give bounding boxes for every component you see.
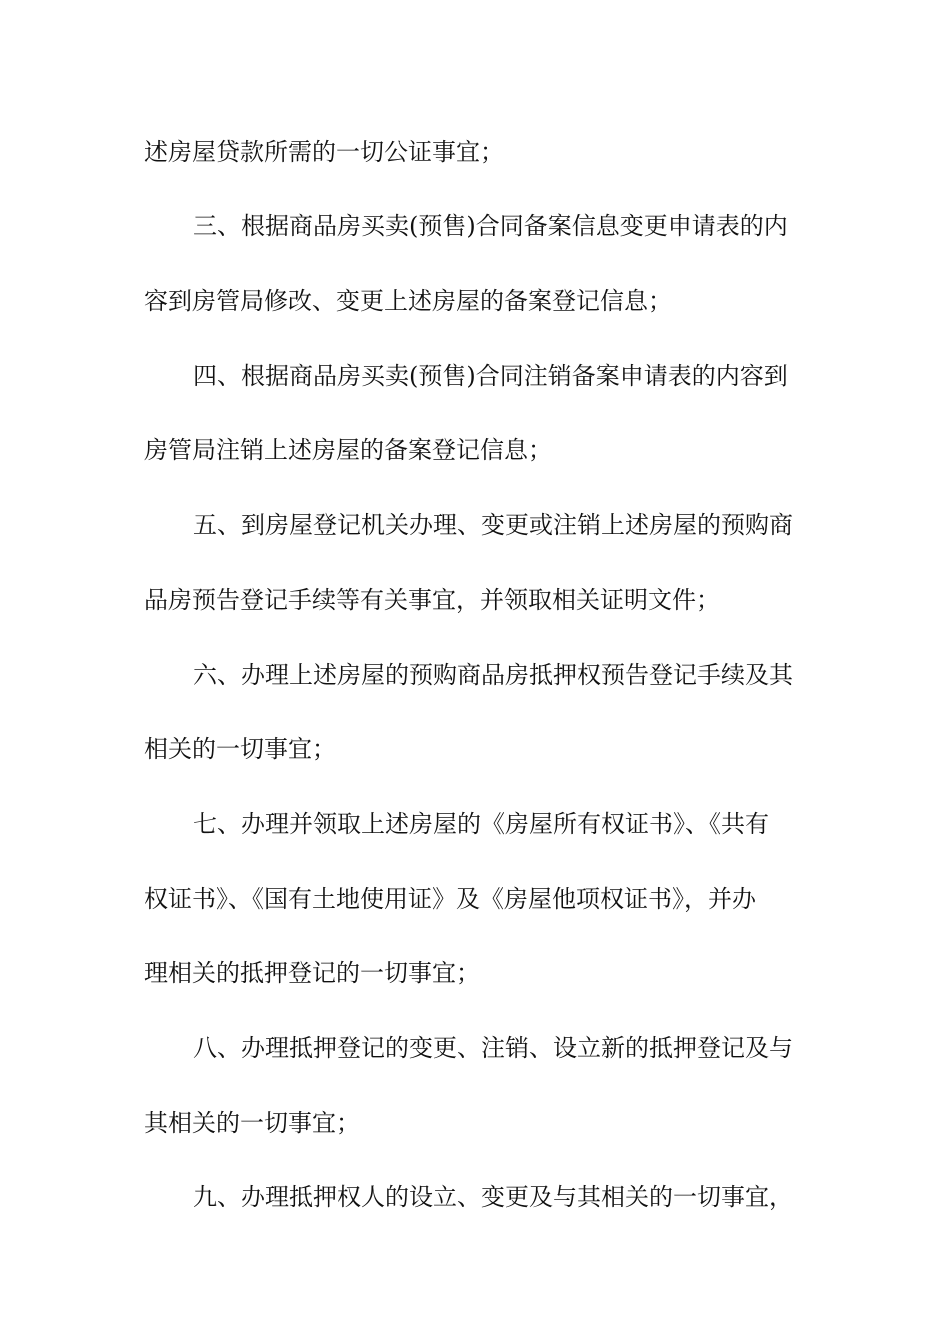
text-line-1: 述房屋贷款所需的一切公证事宜； (144, 138, 504, 166)
text-line-10: 七、办理并领取上述房屋的《房屋所有权证书》、《共有 (193, 810, 769, 838)
text-line-2: 三、根据商品房买卖(预售)合同备案信息变更申请表的内 (193, 212, 788, 240)
text-line-11: 权证书》、《国有土地使用证》及《房屋他项权证书》，并办 (144, 885, 756, 913)
text-line-7: 品房预告登记手续等有关事宜，并领取相关证明文件； (144, 586, 720, 614)
text-line-15: 九、办理抵押权人的设立、变更及与其相关的一切事宜， (193, 1183, 793, 1211)
text-line-9: 相关的一切事宜； (144, 735, 336, 763)
text-line-6: 五、到房屋登记机关办理、变更或注销上述房屋的预购商 (193, 511, 793, 539)
text-line-5: 房管局注销上述房屋的备案登记信息； (144, 436, 552, 464)
text-line-14: 其相关的一切事宜； (144, 1109, 360, 1137)
text-line-12: 理相关的抵押登记的一切事宜； (144, 959, 480, 987)
text-line-4: 四、根据商品房买卖(预售)合同注销备案申请表的内容到 (193, 362, 788, 390)
text-line-3: 容到房管局修改、变更上述房屋的备案登记信息； (144, 287, 672, 315)
text-line-8: 六、办理上述房屋的预购商品房抵押权预告登记手续及其 (193, 661, 793, 689)
text-line-13: 八、办理抵押登记的变更、注销、设立新的抵押登记及与 (193, 1034, 793, 1062)
